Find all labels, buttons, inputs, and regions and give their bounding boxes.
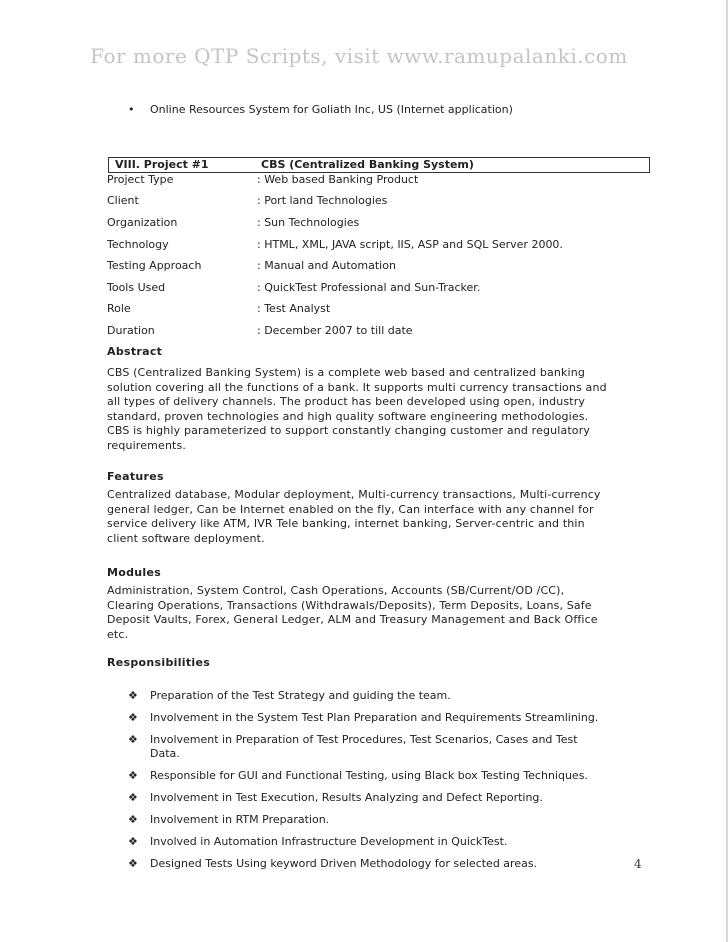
- list-item-text: Involvement in Test Execution, Results Analyzing and Defect Reporting.: [150, 791, 543, 804]
- info-value: : Sun Technologies: [257, 216, 360, 229]
- info-label: Testing Approach: [107, 259, 202, 272]
- diamond-bullet-icon: ❖: [128, 733, 138, 746]
- paragraph-line: client software deployment.: [107, 531, 265, 545]
- paragraph-line: Administration, System Control, Cash Operations, Accounts (SB/Current/OD /CC),: [107, 584, 565, 597]
- info-label: Tools Used: [107, 281, 166, 294]
- modules-paragraph: [107, 584, 647, 642]
- info-value: : Test Analyst: [257, 302, 331, 315]
- bullet-dot-icon: •: [128, 103, 135, 116]
- watermark-text: For more QTP Scripts, visit www.ramupalanki.com: [90, 44, 628, 68]
- list-item-text: Involvement in Preparation of Test Procedures, Test Scenarios, Cases and Test: [150, 733, 578, 746]
- paragraph-line: solution covering all the functions of a bank. It supports multi currency transactions and: [107, 380, 607, 394]
- paragraph-line: etc.: [107, 627, 129, 641]
- diamond-bullet-icon: ❖: [128, 835, 138, 848]
- info-label: Client: [107, 194, 139, 207]
- paragraph-line: Deposit Vaults, Forex, General Ledger, ALM and Treasury Management and Back Office: [107, 613, 598, 627]
- diamond-bullet-icon: ❖: [128, 813, 138, 826]
- info-value: : Port land Technologies: [257, 194, 388, 207]
- diamond-bullet-icon: ❖: [128, 711, 138, 724]
- list-item-text: Designed Tests Using keyword Driven Methodology for selected areas.: [150, 857, 538, 870]
- info-value: : December 2007 to till date: [257, 324, 413, 337]
- paragraph-line: standard, proven technologies and high quality software engineering methodologies.: [107, 409, 589, 423]
- list-item-text: Responsible for GUI and Functional Testing, using Black box Testing Techniques.: [150, 769, 588, 782]
- info-label: Role: [107, 302, 131, 315]
- info-value: : QuickTest Professional and Sun-Tracker.: [257, 281, 481, 294]
- info-value: : Web based Banking Product: [257, 173, 419, 186]
- paragraph-line: CBS is highly parameterized to support constantly changing customer and regulatory: [107, 424, 591, 438]
- info-label: Project Type: [107, 173, 174, 186]
- features-heading: Features: [107, 470, 164, 483]
- paragraph-line: CBS (Centralized Banking System) is a complete web based and centralized banking: [107, 366, 585, 379]
- diamond-bullet-icon: ❖: [128, 791, 138, 804]
- paragraph-line: general ledger, Can be Internet enabled on the fly, Can interface with any channel for: [107, 502, 594, 516]
- list-item-text: Involved in Automation Infrastructure Development in QuickTest.: [150, 835, 508, 848]
- list-item-text: Involvement in RTM Preparation.: [150, 813, 330, 826]
- abstract-paragraph: [107, 366, 647, 454]
- paragraph-line: Centralized database, Modular deployment, Multi-currency transactions, Multi-currency: [107, 488, 601, 501]
- list-item-text: Data.: [150, 747, 180, 760]
- info-label: Organization: [107, 216, 178, 229]
- info-label: Technology: [107, 238, 169, 251]
- info-value: : HTML, XML, JAVA script, IIS, ASP and SQL Server 2000.: [257, 238, 563, 251]
- list-item-text: Involvement in the System Test Plan Preparation and Requirements Streamlining.: [150, 711, 599, 724]
- diamond-bullet-icon: ❖: [128, 857, 138, 870]
- diamond-bullet-icon: ❖: [128, 689, 138, 702]
- project-header-box: [108, 157, 650, 173]
- info-value: : Manual and Automation: [257, 259, 396, 272]
- project-name: CBS (Centralized Banking System): [261, 158, 474, 171]
- info-label: Duration: [107, 324, 155, 337]
- list-item-text: Preparation of the Test Strategy and guiding the team.: [150, 689, 451, 702]
- responsibilities-heading: Responsibilities: [107, 656, 211, 669]
- modules-heading: Modules: [107, 566, 162, 579]
- page-number: 4: [634, 857, 642, 871]
- features-paragraph: [107, 488, 647, 546]
- paragraph-line: service delivery like ATM, IVR Tele banking, internet banking, Server-centric and thin: [107, 517, 585, 531]
- diamond-bullet-icon: ❖: [128, 769, 138, 782]
- paragraph-line: requirements.: [107, 438, 187, 452]
- project-number: VIII. Project #1: [115, 158, 209, 171]
- abstract-heading: Abstract: [107, 345, 163, 358]
- paragraph-line: all types of delivery channels. The product has been developed using open, industry: [107, 395, 586, 409]
- top-bullet-item: [128, 103, 513, 116]
- top-bullet-text: Online Resources System for Goliath Inc, US (Internet application): [150, 103, 513, 116]
- paragraph-line: Clearing Operations, Transactions (Withdrawals/Deposits), Term Deposits, Loans, Safe: [107, 598, 592, 612]
